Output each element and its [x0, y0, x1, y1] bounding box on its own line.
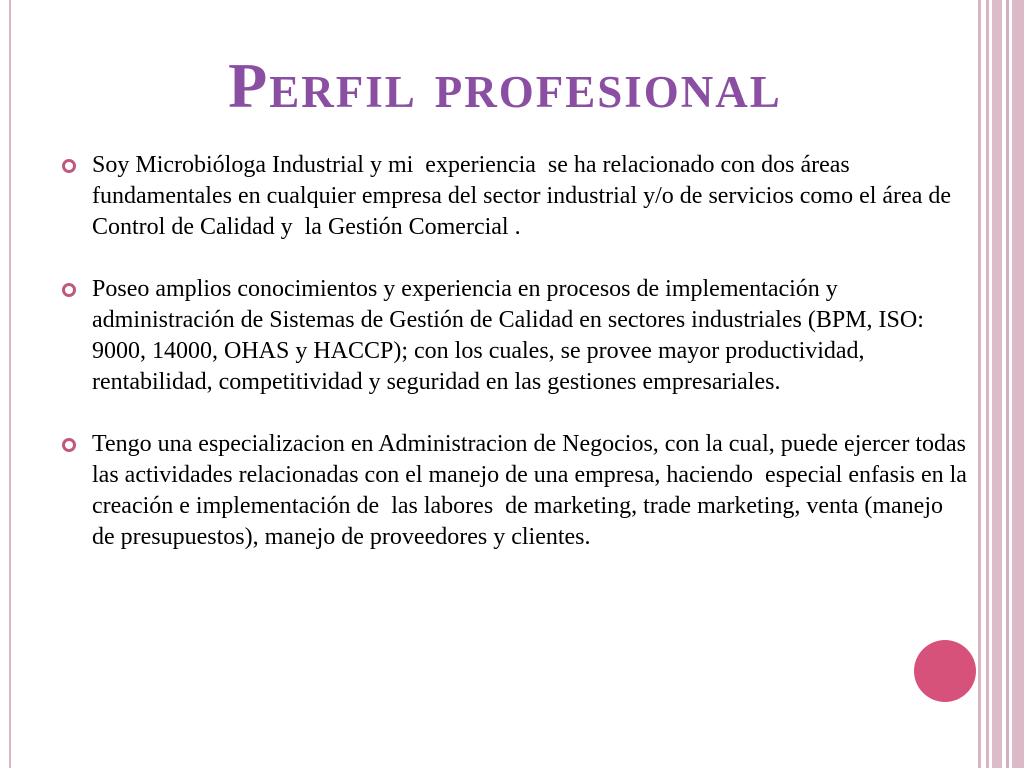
- list-item: [62, 274, 967, 398]
- circle-bullet-icon: [62, 438, 76, 452]
- list-item: [62, 429, 973, 553]
- stripe: [1012, 0, 1024, 768]
- list-item-text: Poseo amplios conocimientos y experiencia en procesos de implementación y administración de Sistemas de Gestión de Calidad en sectores industriales (BPM, ISO: 9000, 14000, OHAS y HACCP); con los cuales, se provee mayor productividad, rentabilidad, competitividad y seguridad en las gestiones empresariales.: [92, 276, 930, 395]
- list-item-text: Soy Microbióloga Industrial y mi experiencia se ha relacionado con dos áreas fundamentales en cualquier empresa del sector industrial y/o de servicios como el área de Control de Calidad y la Gestión Comercial .: [92, 152, 957, 240]
- list-item: [62, 150, 967, 243]
- decorative-circle: [914, 640, 976, 702]
- slide-title: Perfil profesional: [228, 50, 782, 121]
- circle-bullet-icon: [62, 159, 76, 173]
- list-item-text: Tengo una especializacion en Administracion de Negocios, con la cual, puede ejercer todas las actividades relacionadas con el manejo de una empresa, haciendo especial enfasis en la creación e implementación de las labores de marketing, trade marketing, venta (manejo de presupuestos), manejo de proveedores y clientes.: [92, 431, 973, 550]
- circle-bullet-icon: [62, 283, 76, 297]
- bullet-list: [62, 150, 973, 584]
